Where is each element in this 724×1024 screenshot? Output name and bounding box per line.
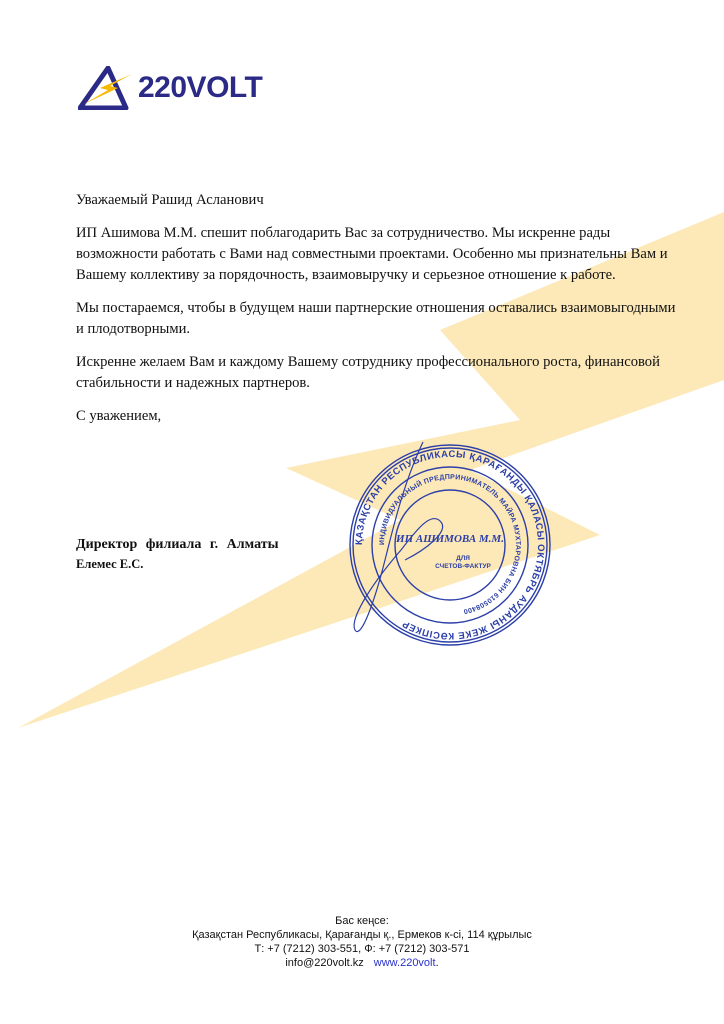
seal-outer-text: ҚАЗАҚСТАН РЕСПУБЛИКАСЫ ҚАРАҒАНДЫ ҚАЛАСЫ ОКТЯБРЬ АУДАНЫ ЖЕКЕ КӘСІПКЕР	[353, 448, 547, 642]
logo-text: 220VOLT	[138, 71, 263, 104]
paragraph-2: Мы постараемся, чтобы в будущем наши партнерские отношения оставались взаимовыгодными и плодотворными.	[76, 300, 676, 337]
footer-address: Қазақстан Республикасы, Қарағанды қ., Ермеков к-сі, 114 құрылыс	[192, 929, 532, 941]
signer-name: Елемес Е.С.	[76, 557, 144, 571]
paragraph-3: Искренне желаем Вам и каждому Вашему сотруднику профессионального роста, финансовой стабильности и надежных партнеров.	[76, 354, 660, 391]
footer-phones: Т: +7 (7212) 303-551, Ф: +7 (7212) 303-571	[254, 943, 470, 955]
seal-sub-text-2: СЧЕТОВ-ФАКТУР	[435, 563, 491, 570]
footer-office-label: Бас кеңсе:	[335, 915, 389, 927]
letter-body	[76, 190, 676, 439]
paragraph-1: ИП Ашимова М.М. спешит поблагодарить Вас за сотрудничество. Мы искренне рады возможности работать с Вами над совместными проектами. Особенно мы признательны Вам и Вашему коллективу за порядочность, взаимовыручку и серьезное отношение к работе.	[76, 225, 668, 283]
greeting: Уважаемый Рашид Асланович	[76, 192, 264, 208]
closing: С уважением,	[76, 408, 162, 424]
footer-website-link[interactable]: www.220volt	[373, 957, 436, 969]
seal-center-text: ИП АШИМОВА М.М.	[396, 533, 504, 545]
footer-email[interactable]: info@220volt.kz	[285, 957, 364, 969]
seal-sub-text-1: ДЛЯ	[456, 555, 470, 562]
company-seal	[345, 440, 555, 650]
lightning-bolt-icon	[78, 66, 134, 110]
signer-title: Директор филиала г. Алматы	[76, 537, 279, 552]
signature-block	[76, 537, 279, 572]
company-logo	[78, 66, 262, 110]
footer: Бас кеңсе: Қазақстан Республикасы, Қарағанды қ., Ермеков к-сі, 114 құрылыс Т: +7 (7212) 303-551, Ф: +7 (7212) 303-571 info@220volt.kz www.220volt.	[0, 914, 724, 970]
seal-inner-text: ИНДИВИДУАЛЬНЫЙ ПРЕДПРИНИМАТЕЛЬ МАЙРА МУХТАРОВНА БИН 610508400	[378, 473, 522, 615]
